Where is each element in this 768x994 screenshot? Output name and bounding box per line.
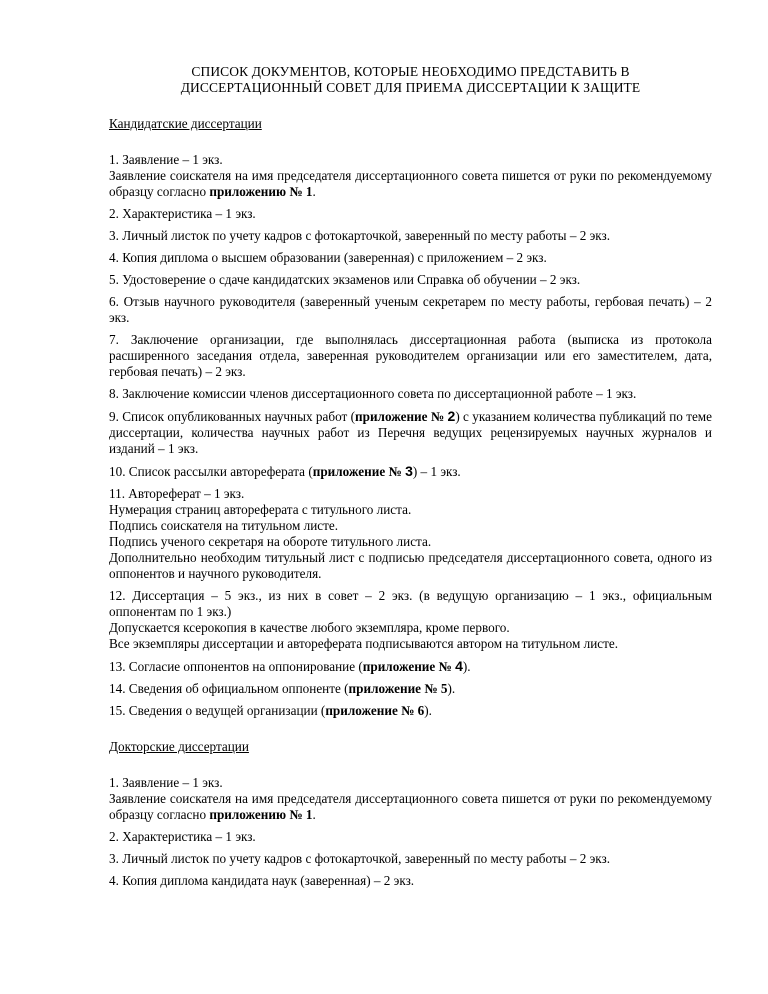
item-text: Подпись ученого секретаря на обороте титульного листа. xyxy=(109,534,432,549)
list-item: 3. Личный листок по учету кадров с фотокарточкой, заверенный по месту работы – 2 экз. xyxy=(109,228,611,243)
list-item: 2. Характеристика – 1 экз. xyxy=(109,206,256,221)
item-text-part: ) – 1 экз. xyxy=(412,464,461,479)
appendix-ref: приложение № xyxy=(355,409,445,424)
list-item xyxy=(109,658,712,675)
list-item xyxy=(109,775,712,823)
title-line-2: ДИССЕРТАЦИОННЫЙ СОВЕТ ДЛЯ ПРИЕМА ДИССЕРТАЦИИ К ЗАЩИТЕ xyxy=(180,80,641,95)
item-text-part: 13. Согласие оппонентов на оппонирование ( xyxy=(109,659,363,674)
list-item: 7. Заключение организации, где выполнялась диссертационная работа (выписка из протокола расширенного заседания отдела, заверенная руководителем организации или его заместителем, дата, гербовая печать) – 2 экз. xyxy=(109,332,712,379)
item-text-part: ). xyxy=(424,703,432,718)
appendix-number: 3 xyxy=(405,463,413,479)
item-text xyxy=(109,168,712,200)
item-text: 1. Заявление – 1 экз. xyxy=(109,775,223,790)
item-text-part: . xyxy=(312,184,316,199)
item-text-part: ). xyxy=(462,659,471,674)
list-item xyxy=(109,588,712,652)
item-text: Подпись соискателя на титульном листе. xyxy=(109,518,339,533)
item-text-part: . xyxy=(312,807,316,822)
list-item xyxy=(109,408,712,457)
item-text-part: 9. Список опубликованных научных работ ( xyxy=(109,409,356,424)
item-text-part: ). xyxy=(447,681,456,696)
section-heading-doctoral: Докторские диссертации xyxy=(109,739,249,754)
list-item xyxy=(109,486,712,582)
list-item xyxy=(109,152,712,200)
item-text xyxy=(109,791,712,823)
item-text: Дополнительно необходим титульный лист с подписью председателя диссертационного совета, одного из оппонентов и научного руководителя. xyxy=(109,550,712,581)
list-item: 5. Удостоверение о сдаче кандидатских экзаменов или Справка об обучении – 2 экз. xyxy=(109,272,581,287)
list-item: 8. Заключение комиссии членов диссертационного совета по диссертационной работе – 1 экз. xyxy=(109,386,637,401)
appendix-ref: приложению № 1 xyxy=(209,184,313,199)
list-item: 4. Копия диплома о высшем образовании (заверенная) с приложением – 2 экз. xyxy=(109,250,547,265)
list-item: 3. Личный листок по учету кадров с фотокарточкой, заверенный по месту работы – 2 экз. xyxy=(109,851,611,866)
section-heading-candidate: Кандидатские диссертации xyxy=(109,116,262,131)
appendix-ref: приложение № 5 xyxy=(348,681,448,696)
appendix-ref: приложение № xyxy=(362,659,452,674)
item-text: 11. Автореферат – 1 экз. xyxy=(109,486,245,501)
item-text: Нумерация страниц автореферата с титульного листа. xyxy=(109,502,412,517)
appendix-number: 2 xyxy=(447,408,456,424)
item-text-part: Заявление соискателя на имя председателя диссертационного совета пишется от руки по рекомендуемому образцу согласно xyxy=(109,791,712,822)
item-text: 12. Диссертация – 5 экз., из них в совет – 2 экз. (в ведущую организацию – 1 экз., официальным оппонентам по 1 экз.) xyxy=(109,588,712,619)
list-item xyxy=(109,681,712,697)
item-text: 1. Заявление – 1 экз. xyxy=(109,152,223,167)
list-item xyxy=(109,463,712,480)
item-text-part: 10. Список рассылки автореферата ( xyxy=(109,464,313,479)
title-line-1: СПИСОК ДОКУМЕНТОВ, КОТОРЫЕ НЕОБХОДИМО ПРЕДСТАВИТЬ В xyxy=(191,64,630,79)
list-item xyxy=(109,703,712,719)
document-title xyxy=(109,64,712,96)
appendix-number: 4 xyxy=(455,658,463,674)
item-text: Все экземпляры диссертации и автореферата подписываются автором на титульном листе. xyxy=(109,636,619,651)
item-text-part: 15. Сведения о ведущей организации ( xyxy=(109,703,326,718)
item-text: Допускается ксерокопия в качестве любого экземпляра, кроме первого. xyxy=(109,620,510,635)
section-spacer xyxy=(109,725,712,739)
item-text-part: Заявление соискателя на имя председателя диссертационного совета пишется от руки по рекомендуемому образцу согласно xyxy=(109,168,712,199)
appendix-ref: приложение № xyxy=(312,464,402,479)
item-text-part: ) с указанием количества публикаций по теме диссертации, количества научных работ из Перечня ведущих рецензируемых научных журналов и изданий – 1 экз. xyxy=(109,409,713,456)
list-item: 4. Копия диплома кандидата наук (заверенная) – 2 экз. xyxy=(109,873,415,888)
list-item: 6. Отзыв научного руководителя (заверенный ученым секретарем по месту работы, гербовая печать) – 2 экз. xyxy=(109,294,712,325)
appendix-ref: приложению № 1 xyxy=(209,807,313,822)
appendix-ref: приложение № 6 xyxy=(325,703,425,718)
list-item: 2. Характеристика – 1 экз. xyxy=(109,829,256,844)
item-text-part: 14. Сведения об официальном оппоненте ( xyxy=(109,681,349,696)
